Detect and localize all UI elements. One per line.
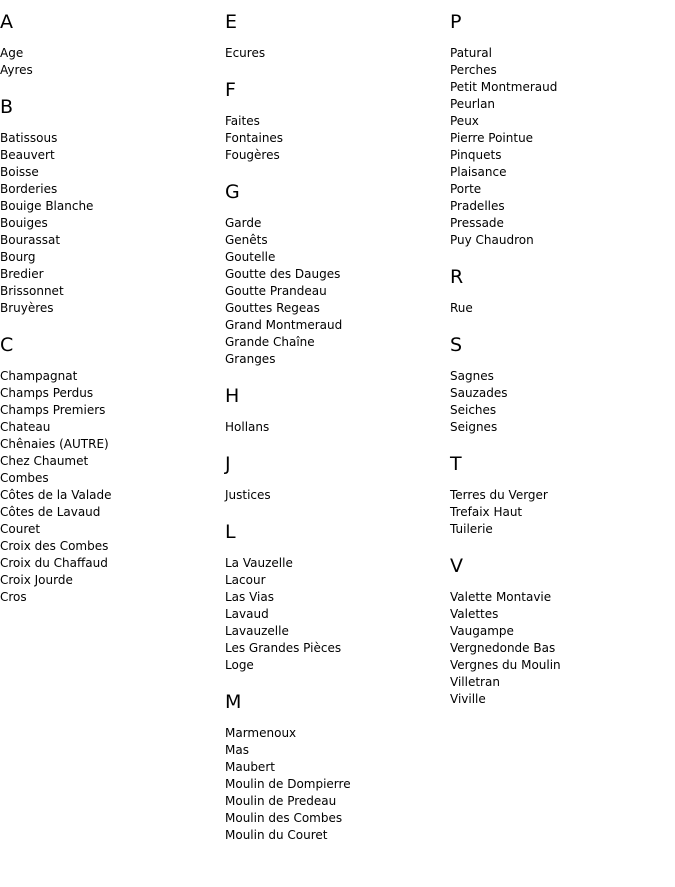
place-link[interactable]: Pierre Pointue <box>450 131 534 145</box>
list-item <box>450 79 675 96</box>
entry-list <box>225 113 450 164</box>
list-item <box>450 606 675 623</box>
list-item <box>225 623 450 640</box>
index-section-a <box>0 11 225 79</box>
entry-list <box>225 725 450 844</box>
list-item <box>450 589 675 606</box>
index-section-p <box>450 11 675 249</box>
place-link[interactable]: Valettes <box>450 607 499 621</box>
list-item <box>225 827 450 844</box>
place-link[interactable]: Genêts <box>225 233 268 247</box>
place-link[interactable]: Chez Chaumet <box>0 454 89 468</box>
index-section-r <box>450 266 675 317</box>
list-item <box>450 147 675 164</box>
section-letter-heading: M <box>225 691 242 713</box>
place-link[interactable]: Bruyères <box>0 301 54 315</box>
list-item <box>225 419 450 436</box>
place-link[interactable]: Ecures <box>225 46 266 60</box>
list-item <box>225 334 450 351</box>
list-item <box>450 300 675 317</box>
list-item <box>450 691 675 708</box>
list-item <box>225 283 450 300</box>
place-link[interactable]: Moulin des Combes <box>225 811 343 825</box>
section-letter-heading: A <box>0 11 13 33</box>
list-item <box>0 368 225 385</box>
list-item <box>450 198 675 215</box>
list-item <box>0 232 225 249</box>
list-item <box>0 45 225 62</box>
place-link[interactable]: Las Vias <box>225 590 274 604</box>
place-link[interactable]: Côtes de la Valade <box>0 488 112 502</box>
list-item <box>225 657 450 674</box>
place-link[interactable]: Bourg <box>0 250 36 264</box>
list-item <box>0 249 225 266</box>
place-link[interactable]: Batissous <box>0 131 58 145</box>
place-link[interactable]: Les Grandes Pièces <box>225 641 342 655</box>
list-item <box>225 130 450 147</box>
place-link[interactable]: Bourassat <box>0 233 61 247</box>
list-item <box>225 810 450 827</box>
list-item <box>450 657 675 674</box>
list-item <box>0 453 225 470</box>
section-letter-heading: L <box>225 521 236 543</box>
place-link[interactable]: Loge <box>225 658 254 672</box>
place-link[interactable]: Patural <box>450 46 492 60</box>
place-link[interactable]: Champs Premiers <box>0 403 106 417</box>
place-link[interactable]: Maubert <box>225 760 275 774</box>
index-section-j <box>225 453 450 504</box>
place-link[interactable]: Viville <box>450 692 486 706</box>
place-link[interactable]: Goutte des Dauges <box>225 267 341 281</box>
place-link[interactable]: Vaugampe <box>450 624 514 638</box>
place-link[interactable]: Pinquets <box>450 148 502 162</box>
place-link[interactable]: Champs Perdus <box>0 386 94 400</box>
place-link[interactable]: Combes <box>0 471 49 485</box>
place-link[interactable]: Lacour <box>225 573 266 587</box>
place-link[interactable]: Croix du Chaffaud <box>0 556 108 570</box>
place-link[interactable]: Champagnat <box>0 369 78 383</box>
entry-list <box>450 45 675 249</box>
list-item <box>0 147 225 164</box>
list-item <box>450 487 675 504</box>
list-item <box>450 113 675 130</box>
place-link[interactable]: Côtes de Lavaud <box>0 505 101 519</box>
place-link[interactable]: Vergnes du Moulin <box>450 658 561 672</box>
index-section-t <box>450 453 675 538</box>
list-item <box>0 198 225 215</box>
place-link[interactable]: Ayres <box>0 63 33 77</box>
list-item <box>0 130 225 147</box>
list-item <box>450 623 675 640</box>
place-link[interactable]: Hollans <box>225 420 270 434</box>
place-link[interactable]: Grande Chaîne <box>225 335 315 349</box>
place-link[interactable]: Beauvert <box>0 148 55 162</box>
list-item <box>450 521 675 538</box>
list-item <box>225 45 450 62</box>
list-item <box>225 640 450 657</box>
index-column-2 <box>225 11 450 861</box>
place-link[interactable]: Plaisance <box>450 165 507 179</box>
place-link[interactable]: Moulin du Couret <box>225 828 328 842</box>
place-link[interactable]: Sagnes <box>450 369 494 383</box>
list-item <box>450 45 675 62</box>
place-link[interactable]: Granges <box>225 352 276 366</box>
list-item <box>450 402 675 419</box>
index-section-l <box>225 521 450 674</box>
place-link[interactable]: Petit Montmeraud <box>450 80 558 94</box>
list-item <box>450 385 675 402</box>
place-link[interactable]: Sauzades <box>450 386 508 400</box>
list-item <box>450 419 675 436</box>
index-section-f <box>225 79 450 164</box>
entry-list <box>450 300 675 317</box>
list-item <box>450 164 675 181</box>
section-letter-heading: E <box>225 11 238 33</box>
section-letter-heading: S <box>450 334 463 356</box>
list-item <box>0 555 225 572</box>
place-link[interactable]: Pressade <box>450 216 504 230</box>
place-link[interactable]: Terres du Verger <box>450 488 548 502</box>
place-link[interactable]: Porte <box>450 182 482 196</box>
entry-list <box>450 487 675 538</box>
list-item <box>0 419 225 436</box>
index-section-g <box>225 181 450 368</box>
list-item <box>450 640 675 657</box>
place-link[interactable]: Fontaines <box>225 131 284 145</box>
entry-list <box>0 368 225 606</box>
list-item <box>0 487 225 504</box>
list-item <box>0 164 225 181</box>
index-column-1 <box>0 11 225 623</box>
place-link[interactable]: Puy Chaudron <box>450 233 534 247</box>
section-letter-heading: H <box>225 385 240 407</box>
place-link[interactable]: Croix Jourde <box>0 573 73 587</box>
entry-list <box>450 589 675 708</box>
index-section-m <box>225 691 450 844</box>
section-letter-heading: T <box>450 453 462 475</box>
list-item <box>225 266 450 283</box>
list-item <box>450 181 675 198</box>
place-link[interactable]: Gouttes Regeas <box>225 301 320 315</box>
entry-list <box>0 45 225 79</box>
list-item <box>225 215 450 232</box>
list-item <box>0 385 225 402</box>
list-item <box>450 674 675 691</box>
list-item <box>0 300 225 317</box>
entry-list <box>225 487 450 504</box>
place-link[interactable]: Peurlan <box>450 97 496 111</box>
entry-list <box>450 368 675 436</box>
list-item <box>225 725 450 742</box>
list-item <box>225 759 450 776</box>
section-letter-heading: F <box>225 79 236 101</box>
place-link[interactable]: Rue <box>450 301 473 315</box>
place-link[interactable]: Chênaies (AUTRE) <box>0 437 109 451</box>
place-link[interactable]: Brissonnet <box>0 284 64 298</box>
place-link[interactable]: Cros <box>0 590 27 604</box>
list-item <box>0 572 225 589</box>
index-section-v <box>450 555 675 708</box>
section-letter-heading: P <box>450 11 462 33</box>
list-item <box>0 215 225 232</box>
index-section-h <box>225 385 450 436</box>
list-item <box>450 215 675 232</box>
list-item <box>225 317 450 334</box>
list-item <box>450 232 675 249</box>
list-item <box>225 249 450 266</box>
index-section-s <box>450 334 675 436</box>
place-link[interactable]: Mas <box>225 743 249 757</box>
list-item <box>225 147 450 164</box>
list-item <box>0 538 225 555</box>
list-item <box>0 589 225 606</box>
place-link[interactable]: Valette Montavie <box>450 590 552 604</box>
place-link[interactable]: Fougères <box>225 148 280 162</box>
entry-list <box>225 419 450 436</box>
place-link[interactable]: Moulin de Predeau <box>225 794 337 808</box>
list-item <box>225 742 450 759</box>
entry-list <box>225 555 450 674</box>
list-item <box>225 776 450 793</box>
place-link[interactable]: Goutte Prandeau <box>225 284 327 298</box>
list-item <box>450 368 675 385</box>
place-link[interactable]: Justices <box>225 488 271 502</box>
place-link[interactable]: Tuilerie <box>450 522 493 536</box>
place-link[interactable]: Pradelles <box>450 199 505 213</box>
list-item <box>0 402 225 419</box>
place-link[interactable]: Goutelle <box>225 250 276 264</box>
place-link[interactable]: Trefaix Haut <box>450 505 523 519</box>
list-item <box>225 351 450 368</box>
place-link[interactable]: Lavauzelle <box>225 624 289 638</box>
list-item <box>0 181 225 198</box>
place-link[interactable]: Moulin de Dompierre <box>225 777 351 791</box>
list-item <box>450 504 675 521</box>
index-section-b <box>0 96 225 317</box>
list-item <box>0 62 225 79</box>
place-link[interactable]: Bouiges <box>0 216 48 230</box>
list-item <box>225 300 450 317</box>
place-link[interactable]: Peux <box>450 114 479 128</box>
place-link[interactable]: Bouige Blanche <box>0 199 94 213</box>
list-item <box>450 96 675 113</box>
place-link[interactable]: Garde <box>225 216 262 230</box>
list-item <box>0 283 225 300</box>
place-link[interactable]: Faites <box>225 114 260 128</box>
list-item <box>225 572 450 589</box>
list-item <box>0 266 225 283</box>
section-letter-heading: G <box>225 181 240 203</box>
place-link[interactable]: Croix des Combes <box>0 539 109 553</box>
index-column-3 <box>450 11 675 725</box>
place-link[interactable]: Age <box>0 46 24 60</box>
index-section-e <box>225 11 450 62</box>
place-link[interactable]: La Vauzelle <box>225 556 293 570</box>
list-item <box>0 504 225 521</box>
section-letter-heading: B <box>0 96 14 118</box>
list-item <box>0 521 225 538</box>
list-item <box>450 130 675 147</box>
list-item <box>0 470 225 487</box>
list-item <box>225 589 450 606</box>
place-link[interactable]: Lavaud <box>225 607 269 621</box>
entry-list <box>225 45 450 62</box>
index-section-c <box>0 334 225 606</box>
place-link[interactable]: Boisse <box>0 165 39 179</box>
place-link[interactable]: Bredier <box>0 267 44 281</box>
list-item <box>225 606 450 623</box>
section-letter-heading: C <box>0 334 14 356</box>
place-link[interactable]: Perches <box>450 63 497 77</box>
place-link[interactable]: Chateau <box>0 420 51 434</box>
place-link[interactable]: Seignes <box>450 420 498 434</box>
place-link[interactable]: Couret <box>0 522 41 536</box>
place-link[interactable]: Seiches <box>450 403 497 417</box>
place-link[interactable]: Grand Montmeraud <box>225 318 343 332</box>
list-item <box>225 487 450 504</box>
place-link[interactable]: Borderies <box>0 182 58 196</box>
list-item <box>0 436 225 453</box>
entry-list <box>0 130 225 317</box>
list-item <box>225 555 450 572</box>
section-letter-heading: J <box>225 453 231 475</box>
list-item <box>225 793 450 810</box>
place-link[interactable]: Villetran <box>450 675 500 689</box>
place-link[interactable]: Marmenoux <box>225 726 297 740</box>
section-letter-heading: R <box>450 266 464 288</box>
list-item <box>225 232 450 249</box>
list-item <box>225 113 450 130</box>
list-item <box>450 62 675 79</box>
entry-list <box>225 215 450 368</box>
section-letter-heading: V <box>450 555 463 577</box>
place-link[interactable]: Vergnedonde Bas <box>450 641 556 655</box>
